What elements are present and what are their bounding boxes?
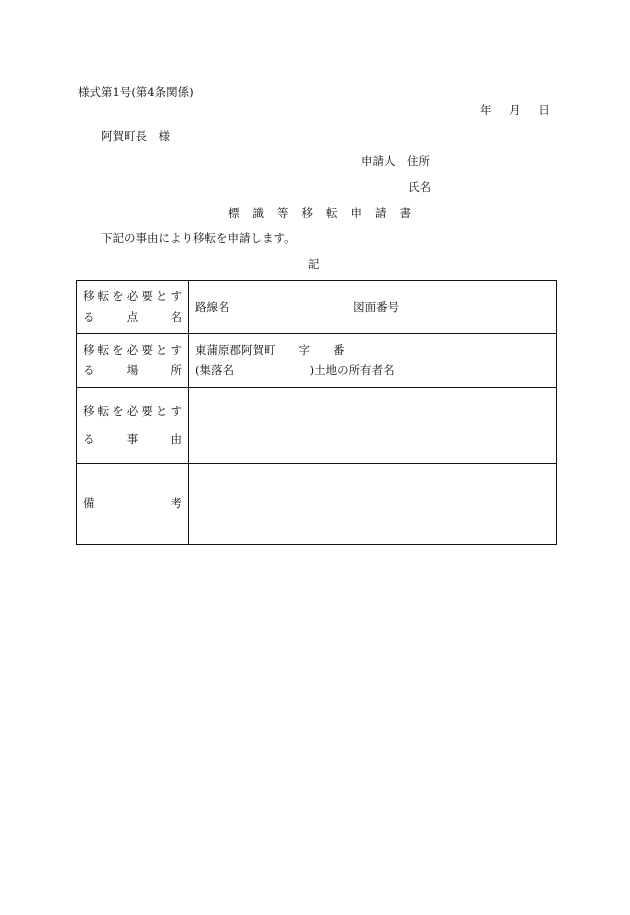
form-title: 標識等移転申請書 <box>228 206 424 220</box>
intro-text: 下記の事由により移転を申請します。 <box>101 231 296 245</box>
value-cell-point[interactable] <box>189 281 557 334</box>
address-line: 東蒲原郡阿賀町 字 番 <box>195 342 345 357</box>
table-row <box>77 464 557 545</box>
label-line: る 事 由 <box>83 431 182 446</box>
landowner-label: )土地の所有者名 <box>309 363 395 377</box>
date-day: 日 <box>538 103 550 117</box>
label-cell-remarks <box>77 464 189 545</box>
ki-heading: 記 <box>308 257 320 271</box>
route-name-label: 路線名 <box>195 300 230 314</box>
village-name-label: (集落名 <box>195 363 234 377</box>
date-line <box>480 105 550 117</box>
drawing-number-label: 図面番号 <box>353 300 400 314</box>
label-line: 移 転 を 必 要 と す <box>83 342 182 357</box>
application-table <box>76 280 557 545</box>
date-year: 年 <box>480 103 492 117</box>
form-number: 様式第1号(第4条関係) <box>78 85 194 99</box>
label-line: る 点 名 <box>83 309 182 324</box>
addressee: 阿賀町長 様 <box>101 129 170 143</box>
table-row <box>77 281 557 334</box>
label-cell-point <box>77 281 189 334</box>
value-cell-remarks[interactable] <box>189 464 557 545</box>
date-month: 月 <box>509 103 521 117</box>
label-line: 備 考 <box>83 496 182 511</box>
label-line: 移 転 を 必 要 と す <box>83 289 182 303</box>
owner-line <box>195 365 556 377</box>
label-line: る 場 所 <box>83 363 182 377</box>
applicant-address-label: 申請人 住所 <box>361 154 430 168</box>
label-line: 移 転 を 必 要 と す <box>83 404 182 418</box>
label-cell-place <box>77 334 189 388</box>
value-cell-place[interactable] <box>189 334 557 388</box>
table-row <box>77 334 557 388</box>
applicant-name-label: 氏名 <box>408 180 431 194</box>
value-cell-reason[interactable] <box>189 388 557 464</box>
table-row <box>77 388 557 464</box>
label-cell-reason <box>77 388 189 464</box>
